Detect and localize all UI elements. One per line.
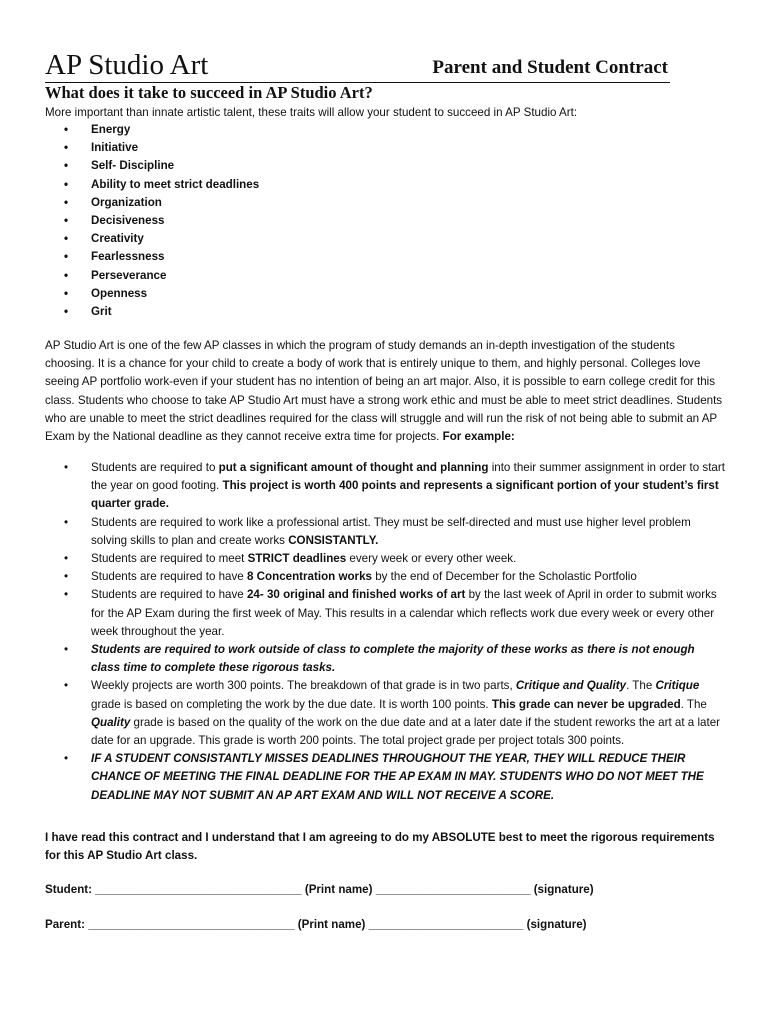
list-item: [64, 750, 726, 805]
text-run: every week or every other week.: [346, 552, 517, 566]
trait-label: Ability to meet strict deadlines: [91, 177, 260, 191]
list-item: [64, 550, 726, 568]
list-item: [64, 157, 259, 175]
parent-signature-line[interactable]: ________________________: [368, 918, 524, 931]
traits-list: [64, 121, 259, 321]
student-signature-line[interactable]: ________________________: [375, 883, 531, 896]
student-print-name-line[interactable]: ________________________________: [95, 883, 302, 896]
emphasis-text: 24- 30 original and finished works of art: [246, 588, 466, 602]
list-item: [64, 194, 259, 212]
list-item: [64, 139, 259, 157]
bullet-icon: •: [64, 515, 69, 529]
student-signature-row: [45, 881, 735, 899]
text-run: Students are required to have: [91, 588, 247, 602]
bullet-icon: •: [64, 570, 69, 584]
trait-label: Grit: [91, 304, 112, 318]
bullet-icon: •: [64, 213, 69, 227]
emphasis-text: Critique: [655, 679, 700, 693]
signature-label: (signature): [526, 918, 587, 931]
list-item: [64, 459, 726, 514]
list-item: [64, 212, 259, 230]
text-run: Students are required to meet: [91, 552, 248, 566]
list-item: [64, 303, 259, 321]
emphasis-text: Quality: [91, 715, 131, 729]
parent-label: Parent:: [45, 918, 85, 931]
bullet-icon: •: [64, 177, 69, 191]
list-item: [64, 285, 259, 303]
student-label: Student:: [45, 883, 93, 896]
trait-label: Decisiveness: [91, 213, 165, 227]
agreement-statement: I have read this contract and I understand that I am agreeing to do my ABSOLUTE best to meet the rigorous requirements for this AP Studio Art class.: [45, 831, 715, 863]
emphasis-text: This project is worth 400 points and represents a significant portion of your student’s first quarter grade.: [91, 479, 719, 511]
list-item: [64, 586, 726, 641]
text-run: . The: [626, 679, 656, 693]
bullet-icon: •: [64, 159, 69, 173]
list-item: [64, 641, 726, 677]
parent-print-name-line[interactable]: ________________________________: [88, 918, 295, 931]
list-item: [64, 248, 259, 266]
emphasis-text: STRICT deadlines: [247, 552, 347, 566]
bullet-icon: •: [64, 588, 69, 602]
document-header: [45, 48, 670, 83]
emphasis-text: put a significant amount of thought and planning: [218, 461, 489, 474]
bullet-icon: •: [64, 643, 69, 657]
text-run: . The: [680, 697, 707, 711]
text-run: by the last week of April in order to submit works for the AP Exam during the first week of May. This results in a calendar which reflects work due every week or every other week throughout the year.: [91, 588, 717, 638]
bullet-icon: •: [64, 679, 69, 693]
emphasis-text: Students are required to work outside of class to complete the majority of these works as there is not enough class time to complete these rigorous tasks.: [91, 643, 695, 675]
emphasis-text: IF A STUDENT CONSISTANTLY MISSES DEADLINES THROUGHOUT THE YEAR, THEY WILL REDUCE THEIR CHANCE OF MEETING THE FINAL DEADLINE FOR THE AP EXAM IN MAY. STUDENTS WHO DO NOT MEET THE DEADLINE MAY NOT SUBMIT AN AP ART EXAM AND WILL NOT RECEIVE A SCORE.: [91, 752, 704, 802]
emphasis-text: CONSISTANTLY.: [288, 533, 379, 547]
requirements-list: [64, 459, 726, 805]
print-name-label: (Print name): [297, 918, 366, 931]
document-title: AP Studio Art: [45, 49, 209, 81]
bullet-icon: •: [64, 232, 69, 246]
trait-label: Initiative: [91, 141, 139, 155]
bullet-icon: •: [64, 286, 69, 300]
document-subtitle: Parent and Student Contract: [432, 57, 668, 78]
trait-label: Openness: [91, 286, 148, 300]
list-item: [64, 176, 259, 194]
section-heading: What does it take to succeed in AP Studio Art?: [45, 83, 373, 102]
paragraph-text: AP Studio Art is one of the few AP classes in which the program of study demands an in-depth investigation of the students choosing. It is a chance for your child to create a body of work that is entirely unique to them, and highly personal. Colleges love seeing AP portfolio work-even if your student has no intention of being an art major. Also, it is possible to earn college credit for this class. Students who choose to take AP Studio Art must have a strong work ethic and must be able to meet strict deadlines. Students who are unable to meet the strict deadlines required for the class will struggle and will run the risk of not being able to submit an AP Exam by the National deadline as they cannot receive extra time for projects.: [45, 339, 723, 444]
text-run: Weekly projects are worth 300 points. The breakdown of that grade is in two parts,: [91, 679, 516, 693]
trait-label: Energy: [91, 123, 131, 136]
list-item: [64, 267, 259, 285]
trait-label: Fearlessness: [91, 250, 165, 264]
trait-label: Organization: [91, 195, 162, 209]
bullet-icon: •: [64, 141, 69, 155]
text-run: grade is based on completing the work by the due date. It is worth 100 points.: [91, 697, 492, 711]
bullet-icon: •: [64, 123, 69, 136]
parent-signature-row: [45, 916, 735, 934]
list-item: [64, 677, 726, 750]
emphasis-text: 8 Concentration works: [246, 570, 372, 584]
text-run: Students are required to: [91, 461, 219, 474]
trait-label: Self- Discipline: [91, 159, 175, 173]
bullet-icon: •: [64, 195, 69, 209]
trait-label: Perseverance: [91, 268, 167, 282]
list-item: [64, 121, 259, 139]
list-item: [64, 514, 726, 550]
text-run: Students are required to have: [91, 570, 247, 584]
text-run: grade is based on the quality of the work on the due date and at a later date if the student reworks the art at a later date for an upgrade. This grade is worth 200 points. The total project grade per project totals 300 points.: [91, 715, 721, 748]
text-run: by the end of December for the Scholastic Portfolio: [371, 570, 637, 584]
trait-label: Creativity: [91, 232, 144, 246]
intro-text: More important than innate artistic talent, these traits will allow your student to succeed in AP Studio Art:: [45, 106, 578, 119]
example-label: For example:: [442, 430, 515, 444]
print-name-label: (Print name): [304, 883, 373, 896]
emphasis-text: This grade can never be upgraded: [491, 697, 681, 711]
bullet-icon: •: [64, 304, 69, 318]
list-item: [64, 230, 259, 248]
description-paragraph: [45, 337, 725, 446]
text-run: into their summer assignment in order to start the year on good footing.: [91, 461, 725, 493]
emphasis-text: Critique and Quality: [515, 679, 627, 693]
list-item: [64, 568, 726, 586]
text-run: Students are required to work like a professional artist. They must be self-directed and must use higher level problem solving skills to plan and create works: [91, 515, 691, 547]
bullet-icon: •: [64, 552, 69, 566]
bullet-icon: •: [64, 250, 69, 264]
bullet-icon: •: [64, 268, 69, 282]
signature-label: (signature): [533, 883, 594, 896]
bullet-icon: •: [64, 461, 69, 474]
bullet-icon: •: [64, 752, 69, 766]
